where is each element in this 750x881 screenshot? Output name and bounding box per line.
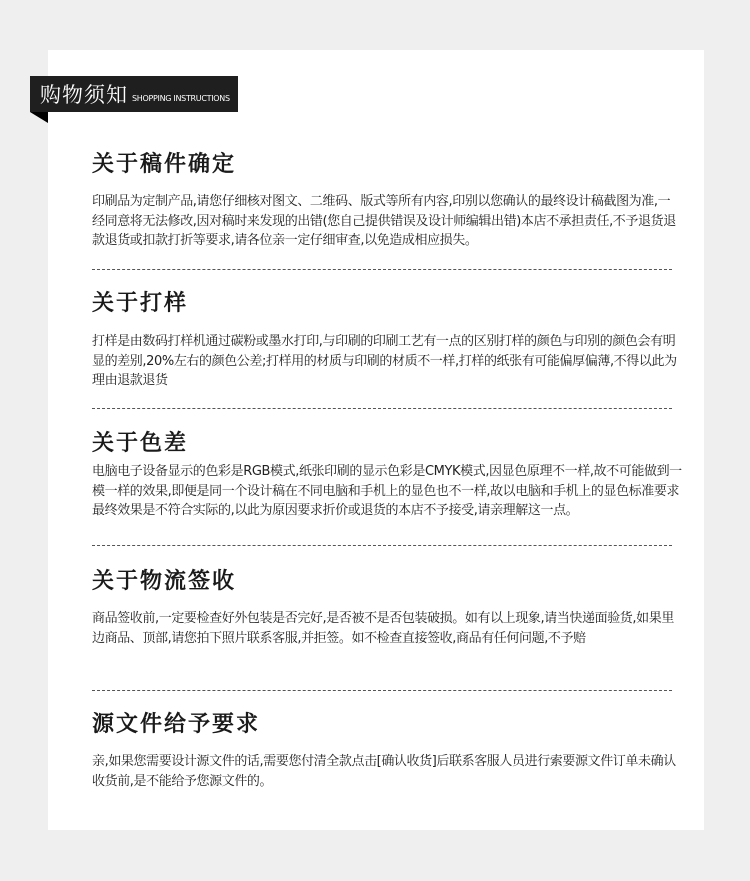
- section-body: 商品签收前,一定要检查好外包装是否完好,是否被不是否包装破损。如有以上现象,请当快递面验货,如果里边商品、顶部,请您拍下照片联系客服,并拒签。如不检查直接签收,商品有任何问题,不予赔: [92, 611, 674, 646]
- section-heading: 源文件给予要求: [92, 712, 261, 737]
- section-divider: [92, 545, 672, 546]
- section-divider: [92, 408, 672, 409]
- section-body: 电脑电子设备显示的色彩是RGB模式,纸张印刷的显示色彩是CMYK模式,因显色原理不一样,故不可能做到一模一样的效果,即便是同一个设计稿在不同电脑和手机上的显色也不一样,故以电脑和手机上的显色标准要求最终效果是不符合实际的,以此为原因要求折价或退货的本店不予接受,请亲理解这一点。: [92, 464, 682, 518]
- section-divider: [92, 269, 672, 270]
- banner-fold-shadow: [30, 112, 48, 123]
- section-manuscript-confirmation: [92, 151, 682, 251]
- section-body: 打样是由数码打样机通过碳粉或墨水打印,与印刷的印刷工艺有一点的区别打样的颜色与印别的颜色会有明显的差别,20%左右的颜色公差;打样用的材质与印刷的材质不一样,打样的纸张有可能偏厚偏薄,不得以此为理由退款退货: [92, 334, 677, 388]
- section-logistics-receipt: [92, 568, 682, 648]
- section-body: 亲,如果您需要设计源文件的话,需要您付清全款点击[确认收货]后联系客服人员进行索要源文件订单未确认收货前,是不能给予您源文件的。: [92, 754, 676, 789]
- section-heading: 关于打样: [92, 291, 189, 316]
- section-banner: [30, 76, 238, 112]
- section-proofing: [92, 290, 682, 391]
- section-color-difference: [92, 430, 682, 521]
- banner-title: 购物须知: [40, 83, 128, 107]
- section-heading: 关于物流签收: [92, 569, 237, 594]
- banner-subtitle: SHOPPING INSTRUCTIONS: [132, 94, 230, 103]
- section-heading: 关于稿件确定: [92, 152, 237, 177]
- section-divider: [92, 690, 672, 691]
- section-source-files: [92, 711, 682, 791]
- section-body: 印刷品为定制产品,请您仔细核对图文、二维码、版式等所有内容,印别以您确认的最终设计稿截图为准,一经同意将无法修改,因对稿时来发现的出错(您自己提供错误及设计师编辑出错)本店不承担责任,不予退货退款退货或扣款打折等要求,请各位亲一定仔细审查,以免造成相应损失。: [92, 194, 676, 248]
- section-heading: 关于色差: [92, 431, 189, 456]
